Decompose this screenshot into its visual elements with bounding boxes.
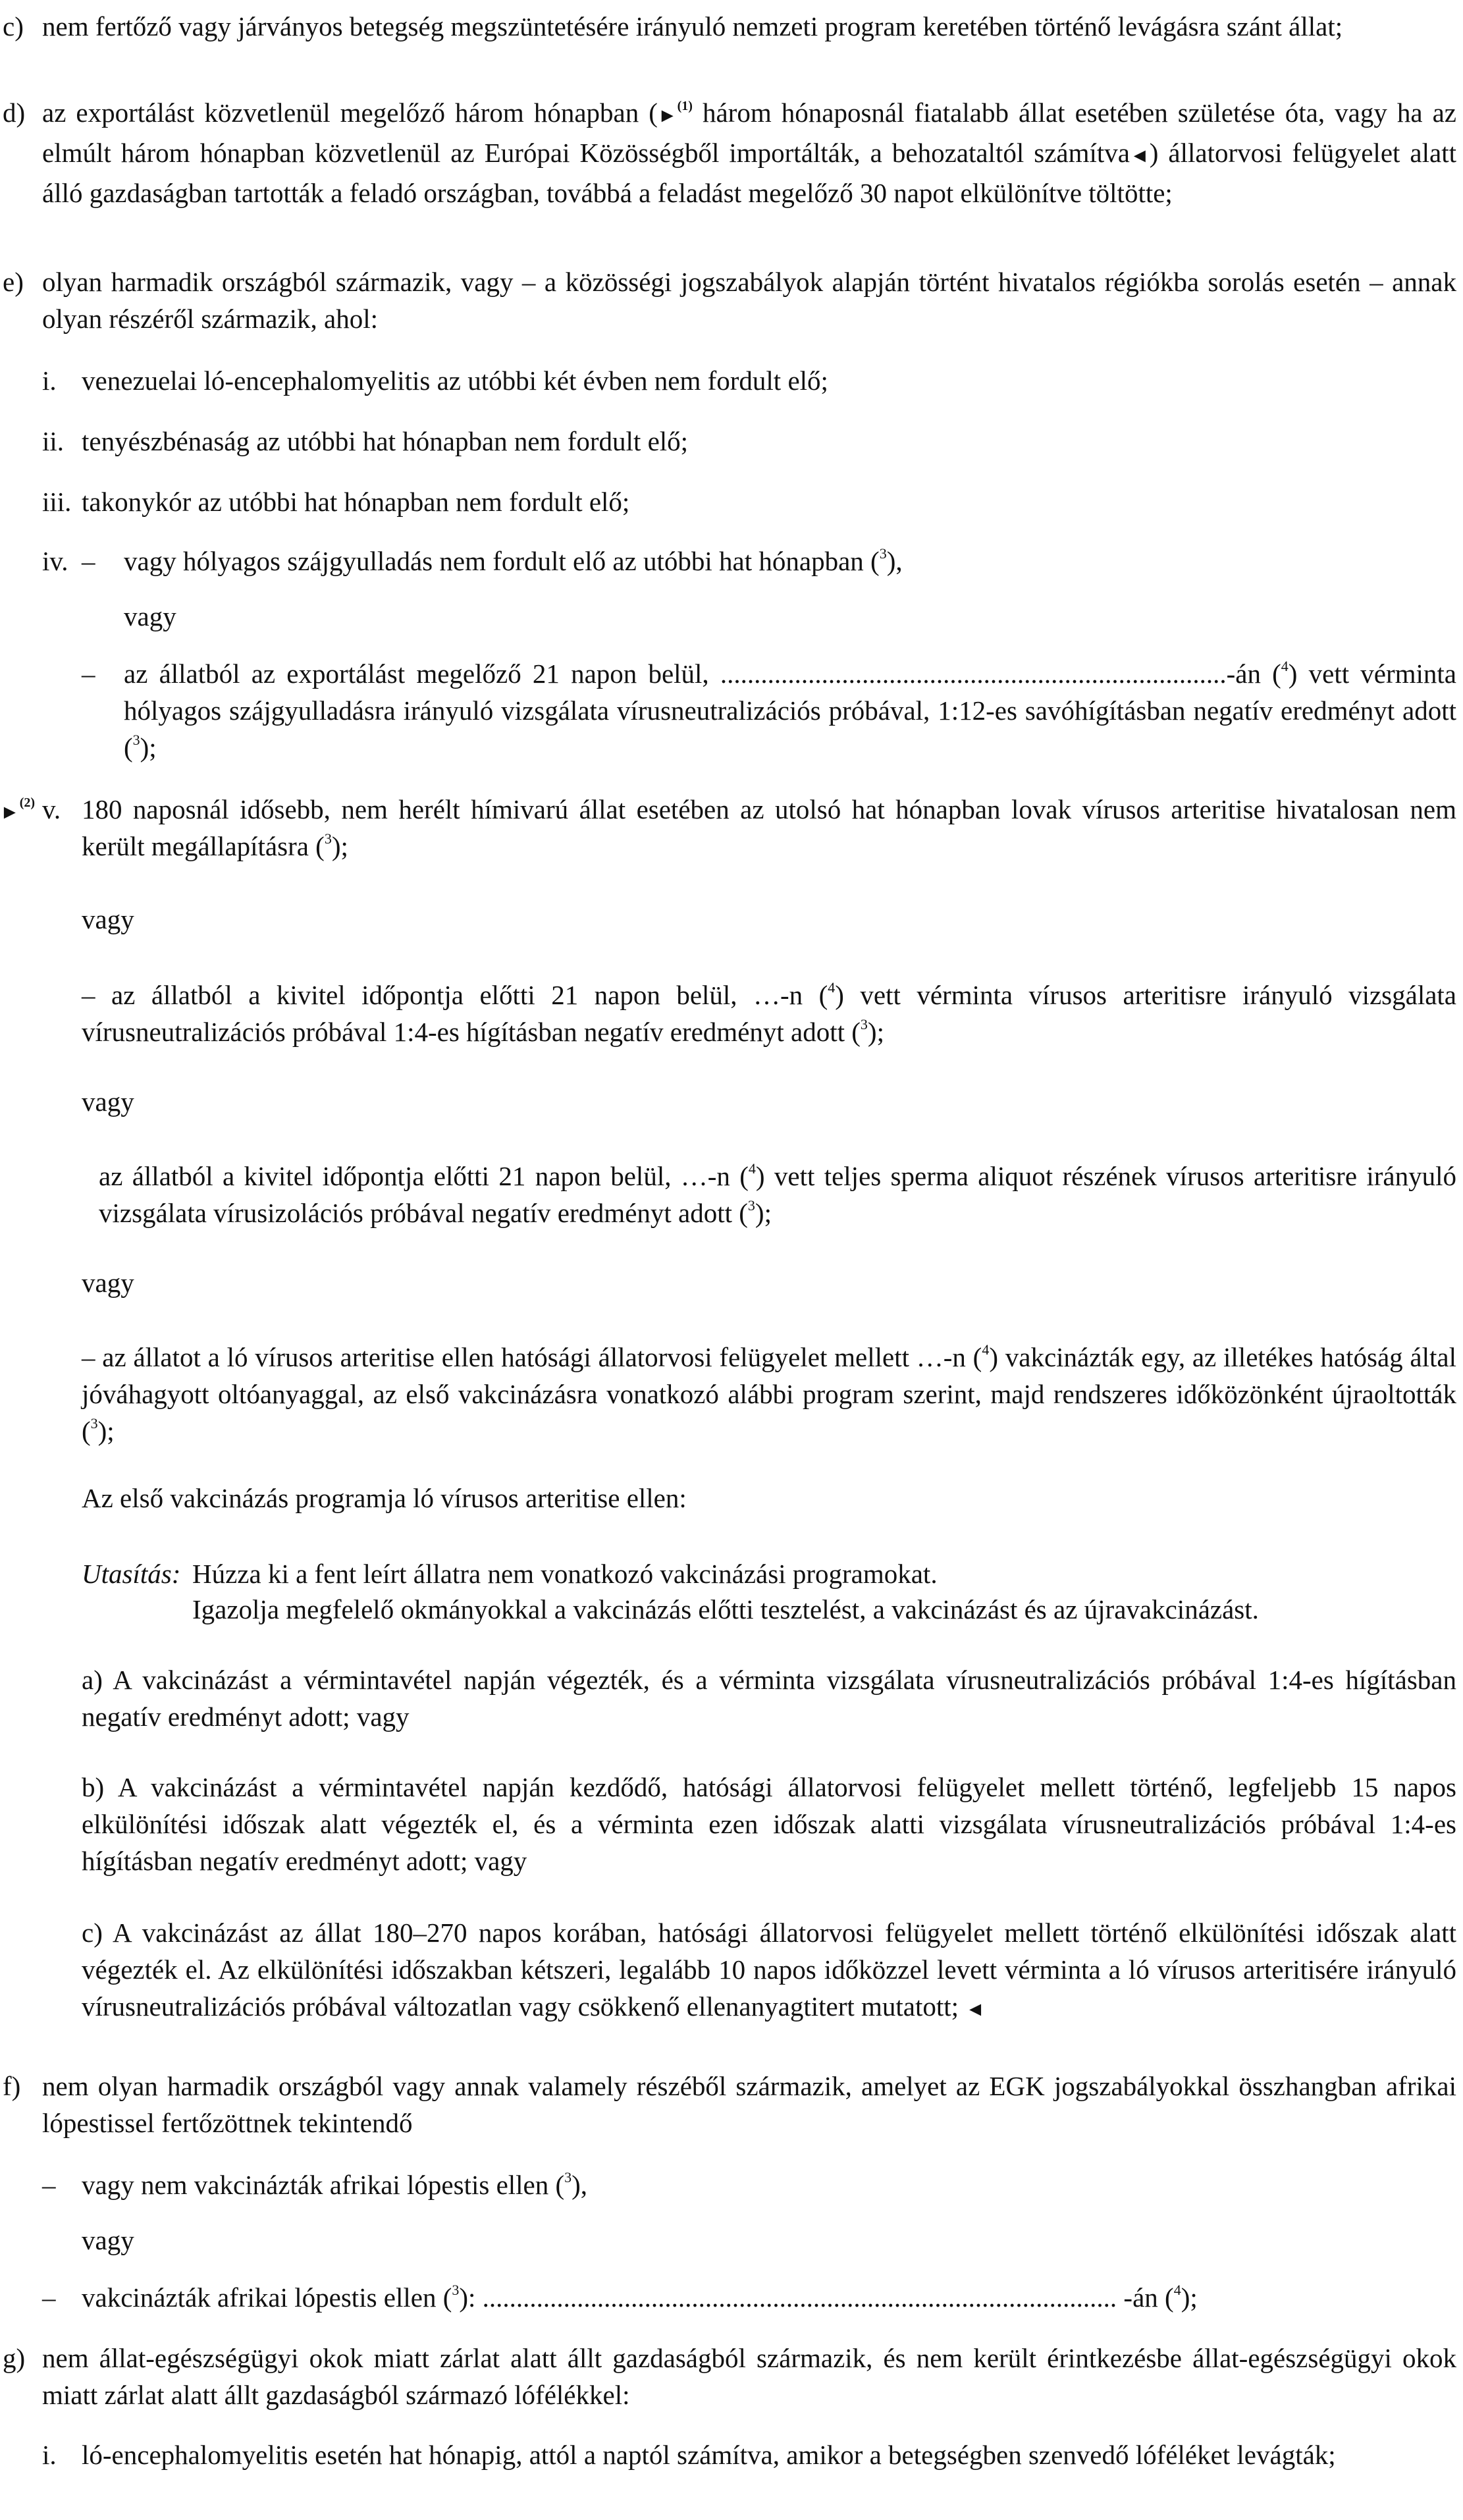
item-d-text: az exportálást közvetlenül megelőző három hónapban (►$^{(1)}$ három hónaposnál fiatalabb állat esetében születése óta, vagy ha az elmúlt három hónapban közvetlenül az Európai Közösségből importálták, a behozataltól számítva◄) állatorvosi felügyelet alatt álló gazdaságban tartották a feladó országban, továbbá a feladást megelőző 30 napot elkülönítve töltötte; [42, 97, 1457, 208]
item-e-v-option-b: az állatból a kivitel időpontja előtti 21 napon belül, …-n ($^4$) vett teljes sperma aliquot részének vírusos arteritisre irányuló vizsgálata vírusizolációs próbával negatív eredményt adott ($^3$); [99, 1160, 1456, 1228]
item-f-text: nem olyan harmadik országból vagy annak valamely részéből származik, amelyet az EGK jogszabályokkal összhangban afrikai lópestissel fertőzöttnek tekintendő [42, 2071, 1456, 2138]
item-e-iii-label: iii. [42, 487, 72, 517]
vaccination-program-title: Az első vakcinázás programja ló vírusos arteritise ellen: [82, 1483, 687, 1513]
item-e-iv-vagy: vagy [124, 601, 176, 631]
instruction-line-2: Igazolja megfelelő okmányokkal a vakcinázás előtti tesztelést, a vakcinázást és az újravakcinázást. [192, 1594, 1259, 1624]
program-option-c: c) A vakcinázást az állat 180–270 napos korában, hatósági állatorvosi felügyelet mellett történő elkülönítési időszak alatt végezték el. Az elkülönítési időszakban kétszeri, legalább 10 napos időközzel levett vérminta a ló vírusos arteritisére irányuló vírusneutralizációs próbával változatlan vagy csökkenő ellenanyagtitert mutatott; ◄ [82, 1917, 1456, 2022]
item-f-dash-1: – [42, 2170, 56, 2200]
item-e-iii-text: takonykór az utóbbi hat hónapban nem fordult elő; [82, 487, 630, 517]
item-e-iv-dash-2: – [82, 658, 95, 689]
item-e-v-vagy-3: vagy [82, 1268, 134, 1298]
item-e-iv-option-1: vagy hólyagos szájgyulladás nem fordult elő az utóbbi hat hónapban ($^3$), [124, 545, 903, 576]
item-f-option-1: vagy nem vakcinázták afrikai lópestis ellen ($^3$), [82, 2169, 588, 2200]
item-f-vagy: vagy [82, 2225, 134, 2255]
item-f-dash-2: – [42, 2282, 56, 2313]
program-option-b: b) A vakcinázást a vérmintavétel napján kezdődő, hatósági állatorvosi felügyelet mellett történő, legfeljebb 15 napos elkülönítési időszak alatt végezték el, és a vérminta ezen időszak alatti vizsgálata vírusneutralizációs próbával 1:4-es hígításban negatív eredményt adott; vagy [82, 1772, 1456, 1876]
item-e-v-vagy-1: vagy [82, 904, 134, 934]
item-g-label: g) [3, 2343, 26, 2373]
item-c-text: nem fertőző vagy járványos betegség megszüntetésére irányuló nemzeti program keretében történő levágásra szánt állat; [42, 11, 1343, 41]
item-e-ii-label: ii. [42, 426, 65, 456]
item-e-label: e) [3, 267, 24, 297]
item-e-iv-dash-1: – [82, 546, 95, 576]
item-g-i-label: i. [42, 2440, 57, 2470]
item-e-i-label: i. [42, 365, 57, 396]
item-c-label: c) [3, 11, 24, 41]
amendment-end-marker: ◄ [965, 1998, 985, 2020]
item-g-text: nem állat-egészségügyi okok miatt zárlat alatt állt gazdaságból származik, és nem került érintkezésbe állat-egészségügyi okok miatt zárlat alatt állt gazdaságból származó lófélékkel: [42, 2343, 1456, 2410]
program-option-a: a) A vakcinázást a vérmintavétel napján végezték, és a vérminta vizsgálata vírusneutralizációs próbával 1:4-es hígításban negatív eredményt adott; vagy [82, 1665, 1456, 1732]
item-e-iv-option-2: az állatból az exportálást megelőző 21 napon belül, ...........................................................................-án ($^4$) vett vérminta hólyagos szájgyulladásra irányuló vizsgálata vírusneutralizációs próbával, 1:12-es savóhígításban negatív eredményt adott ($^3$); [124, 658, 1457, 763]
item-e-v-marker: ►$^{(2)}$ [0, 795, 36, 823]
item-e-v-vagy-2: vagy [82, 1086, 134, 1117]
item-e-ii-text: tenyészbénaság az utóbbi hat hónapban nem fordult elő; [82, 426, 689, 456]
item-e-v-text: 180 naposnál idősebb, nem herélt hímivarú állat esetében az utolsó hat hónapban lovak vírusos arteritise hivatalosan nem került megállapításra ($^3$); [82, 794, 1456, 861]
item-e-i-text: venezuelai ló-encephalomyelitis az utóbbi két évben nem fordult elő; [82, 365, 828, 396]
instruction-label: Utasítás: [82, 1559, 181, 1589]
amendment-start-marker: ► [657, 105, 678, 126]
instruction-line-1: Húzza ki a fent leírt állatra nem vonatkozó vakcinázási programokat. [192, 1559, 938, 1589]
item-f-label: f) [3, 2071, 21, 2101]
item-d-label: d) [3, 97, 26, 128]
item-f-option-2: vakcinázták afrikai lópestis ellen ($^3$): .............................................................................................. -án ($^4$); [82, 2282, 1198, 2313]
item-e-v-option-a: – az állatból a kivitel időpontja előtti 21 napon belül, …-n ($^4$) vett vérminta vírusos arteritisre irányuló vizsgálata vírusneutralizációs próbával 1:4-es hígításban negatív eredményt adott ($^3$); [82, 979, 1456, 1047]
amendment-end-marker: ◄ [1130, 145, 1150, 167]
item-e-text: olyan harmadik országból származik, vagy – a közösségi jogszabályok alapján történt hivatalos régiókba sorolás esetén – annak olyan részéről származik, ahol: [42, 267, 1456, 334]
item-e-v-label: v. [42, 794, 61, 824]
item-e-iv-label: iv. [42, 546, 68, 576]
item-e-v-option-c: – az állatot a ló vírusos arteritise ellen hatósági állatorvosi felügyelet mellett …-n ($^4$) vakcinázták egy, az illetékes hatóság által jóváhagyott oltóanyaggal, az első vakcinázásra vonatkozó alábbi program szerint, majd rendszeres időközönként újraoltották ($^3$); [82, 1341, 1456, 1446]
item-g-i-text: ló-encephalomyelitis esetén hat hónapig, attól a naptól számítva, amikor a betegségben szenvedő lóféléket levágták; [82, 2440, 1336, 2470]
